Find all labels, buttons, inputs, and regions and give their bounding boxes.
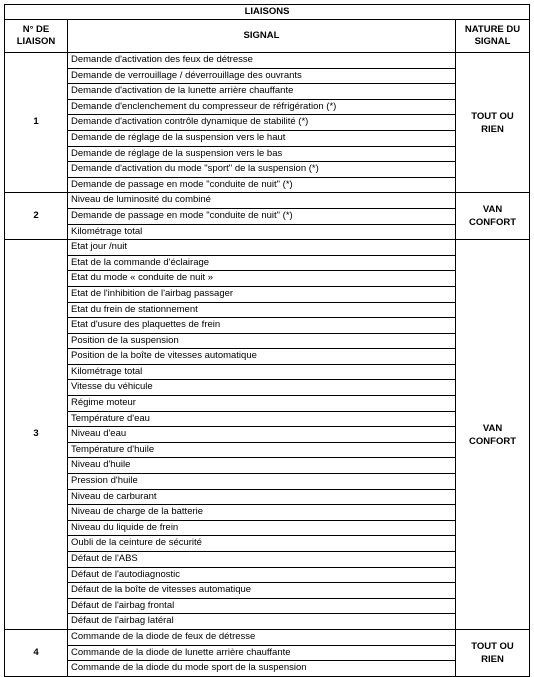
table-row bbox=[5, 53, 530, 69]
liaison-number: 4 bbox=[5, 629, 68, 676]
table-row bbox=[5, 598, 530, 614]
table-row bbox=[5, 130, 530, 146]
signal-cell: Kilométrage total bbox=[68, 364, 456, 380]
signal-cell: Demande de passage en mode "conduite de nuit" (*) bbox=[68, 208, 456, 224]
signal-cell: Demande de passage en mode "conduite de nuit" (*) bbox=[68, 177, 456, 193]
table-row bbox=[5, 536, 530, 552]
table-row bbox=[5, 520, 530, 536]
signal-cell: Commande de la diode de feux de détresse bbox=[68, 629, 456, 645]
table-row bbox=[5, 380, 530, 396]
signal-cell: Demande d'activation des feux de détresse bbox=[68, 53, 456, 69]
signal-cell: Etat d'usure des plaquettes de frein bbox=[68, 318, 456, 334]
signal-cell: Demande de réglage de la suspension vers le haut bbox=[68, 130, 456, 146]
table-row bbox=[5, 208, 530, 224]
signal-cell: Etat de la commande d'éclairage bbox=[68, 255, 456, 271]
signal-cell: Niveau d'eau bbox=[68, 427, 456, 443]
table-row bbox=[5, 411, 530, 427]
signal-cell: Demande de réglage de la suspension vers le bas bbox=[68, 146, 456, 162]
table-row bbox=[5, 240, 530, 256]
signal-cell: Commande de la diode de lunette arrière chauffante bbox=[68, 645, 456, 661]
table-row bbox=[5, 99, 530, 115]
table-row bbox=[5, 193, 530, 209]
table-row bbox=[5, 255, 530, 271]
signal-cell: Défaut de la boîte de vitesses automatique bbox=[68, 583, 456, 599]
signal-cell: Vitesse du véhicule bbox=[68, 380, 456, 396]
table-row bbox=[5, 645, 530, 661]
table-row bbox=[5, 68, 530, 84]
signal-nature: TOUT OU RIEN bbox=[456, 53, 530, 193]
signal-cell: Demande d'enclenchement du compresseur de réfrigération (*) bbox=[68, 99, 456, 115]
signal-cell: Pression d'huile bbox=[68, 474, 456, 490]
table-row bbox=[5, 661, 530, 677]
liaison-number: 2 bbox=[5, 193, 68, 240]
signal-cell: Etat du frein de stationnement bbox=[68, 302, 456, 318]
table-row bbox=[5, 489, 530, 505]
signal-cell: Demande d'activation du mode "sport" de la suspension (*) bbox=[68, 162, 456, 178]
table-row bbox=[5, 396, 530, 412]
table-row bbox=[5, 286, 530, 302]
table-row bbox=[5, 364, 530, 380]
header-liaison-number: N° DE LIAISON bbox=[5, 20, 68, 53]
table-row bbox=[5, 162, 530, 178]
signal-cell: Etat du mode « conduite de nuit » bbox=[68, 271, 456, 287]
signal-cell: Défaut de l'airbag latéral bbox=[68, 614, 456, 630]
signal-cell: Etat jour /nuit bbox=[68, 240, 456, 256]
signal-cell: Défaut de l'ABS bbox=[68, 552, 456, 568]
signal-cell: Oubli de la ceinture de sécurité bbox=[68, 536, 456, 552]
signal-nature: VAN CONFORT bbox=[456, 240, 530, 630]
liaison-number: 1 bbox=[5, 53, 68, 193]
table-title: LIAISONS bbox=[5, 5, 530, 20]
signal-cell: Commande de la diode du mode sport de la suspension bbox=[68, 661, 456, 677]
signal-cell: Niveau d'huile bbox=[68, 458, 456, 474]
table-row bbox=[5, 614, 530, 630]
table-row bbox=[5, 146, 530, 162]
table-body bbox=[5, 53, 530, 677]
table-row bbox=[5, 505, 530, 521]
header-signal: SIGNAL bbox=[68, 20, 456, 53]
signal-cell: Défaut de l'autodiagnostic bbox=[68, 567, 456, 583]
table-row bbox=[5, 224, 530, 240]
table-row bbox=[5, 333, 530, 349]
table-row bbox=[5, 629, 530, 645]
signal-cell: Niveau de carburant bbox=[68, 489, 456, 505]
signal-nature: TOUT OU RIEN bbox=[456, 629, 530, 676]
table-row bbox=[5, 349, 530, 365]
table-row bbox=[5, 583, 530, 599]
signal-cell: Etat de l'inhibition de l'airbag passager bbox=[68, 286, 456, 302]
signal-cell: Position de la boîte de vitesses automatique bbox=[68, 349, 456, 365]
signal-cell: Température d'eau bbox=[68, 411, 456, 427]
table-row bbox=[5, 177, 530, 193]
signal-cell: Niveau de luminosité du combiné bbox=[68, 193, 456, 209]
signal-cell: Niveau du liquide de frein bbox=[68, 520, 456, 536]
table-row bbox=[5, 427, 530, 443]
table-row bbox=[5, 474, 530, 490]
signal-nature: VAN CONFORT bbox=[456, 193, 530, 240]
table-row bbox=[5, 115, 530, 131]
table-row bbox=[5, 302, 530, 318]
signal-cell: Demande d'activation contrôle dynamique de stabilité (*) bbox=[68, 115, 456, 131]
table-row bbox=[5, 318, 530, 334]
table-row bbox=[5, 458, 530, 474]
table-row bbox=[5, 442, 530, 458]
signal-cell: Température d'huile bbox=[68, 442, 456, 458]
table-row bbox=[5, 84, 530, 100]
table-row bbox=[5, 567, 530, 583]
liaisons-table bbox=[4, 4, 530, 677]
signal-cell: Niveau de charge de la batterie bbox=[68, 505, 456, 521]
header-signal-nature: NATURE DU SIGNAL bbox=[456, 20, 530, 53]
table-row bbox=[5, 271, 530, 287]
signal-cell: Demande de verrouillage / déverrouillage des ouvrants bbox=[68, 68, 456, 84]
signal-cell: Régime moteur bbox=[68, 396, 456, 412]
liaison-number: 3 bbox=[5, 240, 68, 630]
signal-cell: Défaut de l'airbag frontal bbox=[68, 598, 456, 614]
table-row bbox=[5, 552, 530, 568]
signal-cell: Demande d'activation de la lunette arrière chauffante bbox=[68, 84, 456, 100]
signal-cell: Kilométrage total bbox=[68, 224, 456, 240]
signal-cell: Position de la suspension bbox=[68, 333, 456, 349]
